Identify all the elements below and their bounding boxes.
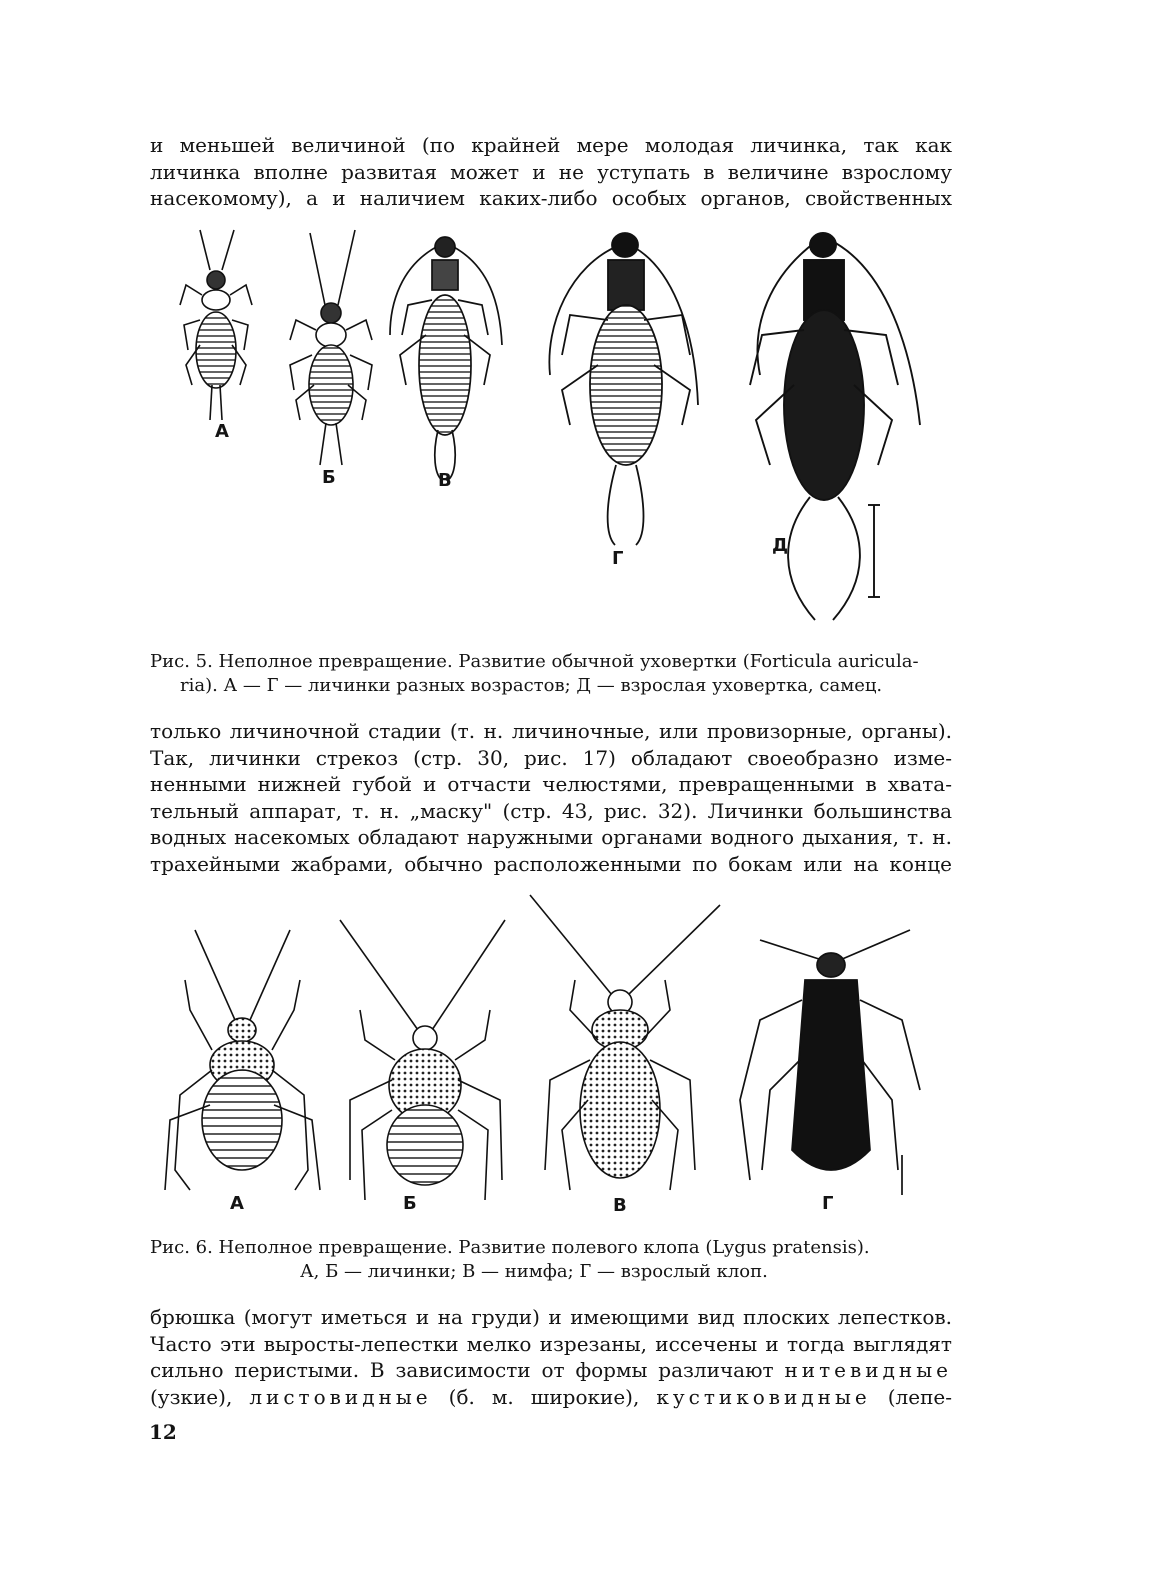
text-line: Так, личинки стрекоз (стр. 30, рис. 17) обладают своеобразно изме- xyxy=(150,745,952,770)
figure-5-drawing xyxy=(150,225,952,635)
text-line: водных насекомых обладают наружными органами водного дыхания, т. н. xyxy=(150,825,952,849)
text-line: и меньшей величиной (по крайней мере молодая личинка, так как xyxy=(150,133,952,157)
page-number: 12 xyxy=(149,1420,177,1444)
figure-label: А xyxy=(215,421,229,442)
plant-bug-larva-a xyxy=(165,930,320,1190)
text-line: только личиночной стадии (т. н. личиночные, или провизорные, органы). xyxy=(150,719,952,743)
text-run: (б. м. широкие), xyxy=(448,1384,640,1409)
caption-line: Рис. 5. Неполное превращение. Развитие обычной уховертки (Forticula auricula- xyxy=(150,651,919,672)
figure-5-earwig-illustration xyxy=(150,225,952,635)
figure-6-drawing xyxy=(150,890,952,1220)
emphasized-term: листовидные xyxy=(249,1384,432,1409)
emphasized-term: нитевидные xyxy=(784,1358,952,1382)
caption-line: Рис. 6. Неполное превращение. Развитие полевого клопа (Lygus pratensis). xyxy=(150,1237,870,1258)
plant-bug-adult-g xyxy=(740,930,920,1195)
plant-bug-larva-b xyxy=(340,920,505,1200)
paragraph-2 xyxy=(150,718,952,877)
figure-6-plant-bug-illustration xyxy=(150,890,952,1220)
figure-label: В xyxy=(438,470,452,491)
text-run: (лепе- xyxy=(887,1384,952,1409)
figure-label: А xyxy=(230,1193,244,1214)
paragraph-1 xyxy=(150,132,952,212)
caption-line: А, Б — личинки; В — нимфа; Г — взрослый клоп. xyxy=(300,1261,768,1282)
caption-line: ria). А — Г — личинки разных возрастов; Д — взрослая уховертка, самец. xyxy=(180,675,883,696)
earwig-larva-a xyxy=(180,230,252,420)
figure-label: Г xyxy=(612,548,624,569)
text-run: сильно перистыми. В зависимости от формы различают xyxy=(150,1358,774,1382)
plant-bug-nymph-v xyxy=(530,895,720,1190)
text-run: (узкие), xyxy=(150,1384,233,1409)
figure-label: Б xyxy=(322,467,336,488)
text-line: личинка вполне развитая может и не уступать в величине взрослому xyxy=(150,159,952,184)
earwig-larva-v xyxy=(390,237,502,480)
earwig-adult-d xyxy=(750,233,920,620)
paragraph-3 xyxy=(150,1304,952,1410)
figure-label: Б xyxy=(403,1193,417,1214)
figure-label: Д xyxy=(772,535,789,556)
text-line xyxy=(150,1357,952,1384)
figure-6-caption xyxy=(150,1236,952,1284)
earwig-larva-b xyxy=(290,230,372,465)
text-line: насекомому), а и наличием каких-либо особых органов, свойственных xyxy=(150,186,952,210)
text-line: брюшка (могут иметься и на груди) и имеющими вид плоских лепестков. xyxy=(150,1305,952,1329)
figure-5-caption xyxy=(150,650,952,698)
figure-label: В xyxy=(613,1195,627,1216)
text-line: ненными нижней губой и отчасти челюстями, превращенными в хвата- xyxy=(150,772,952,796)
emphasized-term: кустиковидные xyxy=(656,1384,871,1409)
text-line: тельный аппарат, т. н. „маску" (стр. 43, рис. 32). Личинки большинства xyxy=(150,798,952,823)
text-line: трахейными жабрами, обычно расположенными по бокам или на конце xyxy=(150,851,952,876)
figure-label: Г xyxy=(822,1193,834,1214)
text-line: Часто эти выросты-лепестки мелко изрезаны, иссечены и тогда выглядят xyxy=(150,1331,952,1356)
earwig-larva-g xyxy=(549,233,698,545)
text-line xyxy=(150,1384,952,1411)
